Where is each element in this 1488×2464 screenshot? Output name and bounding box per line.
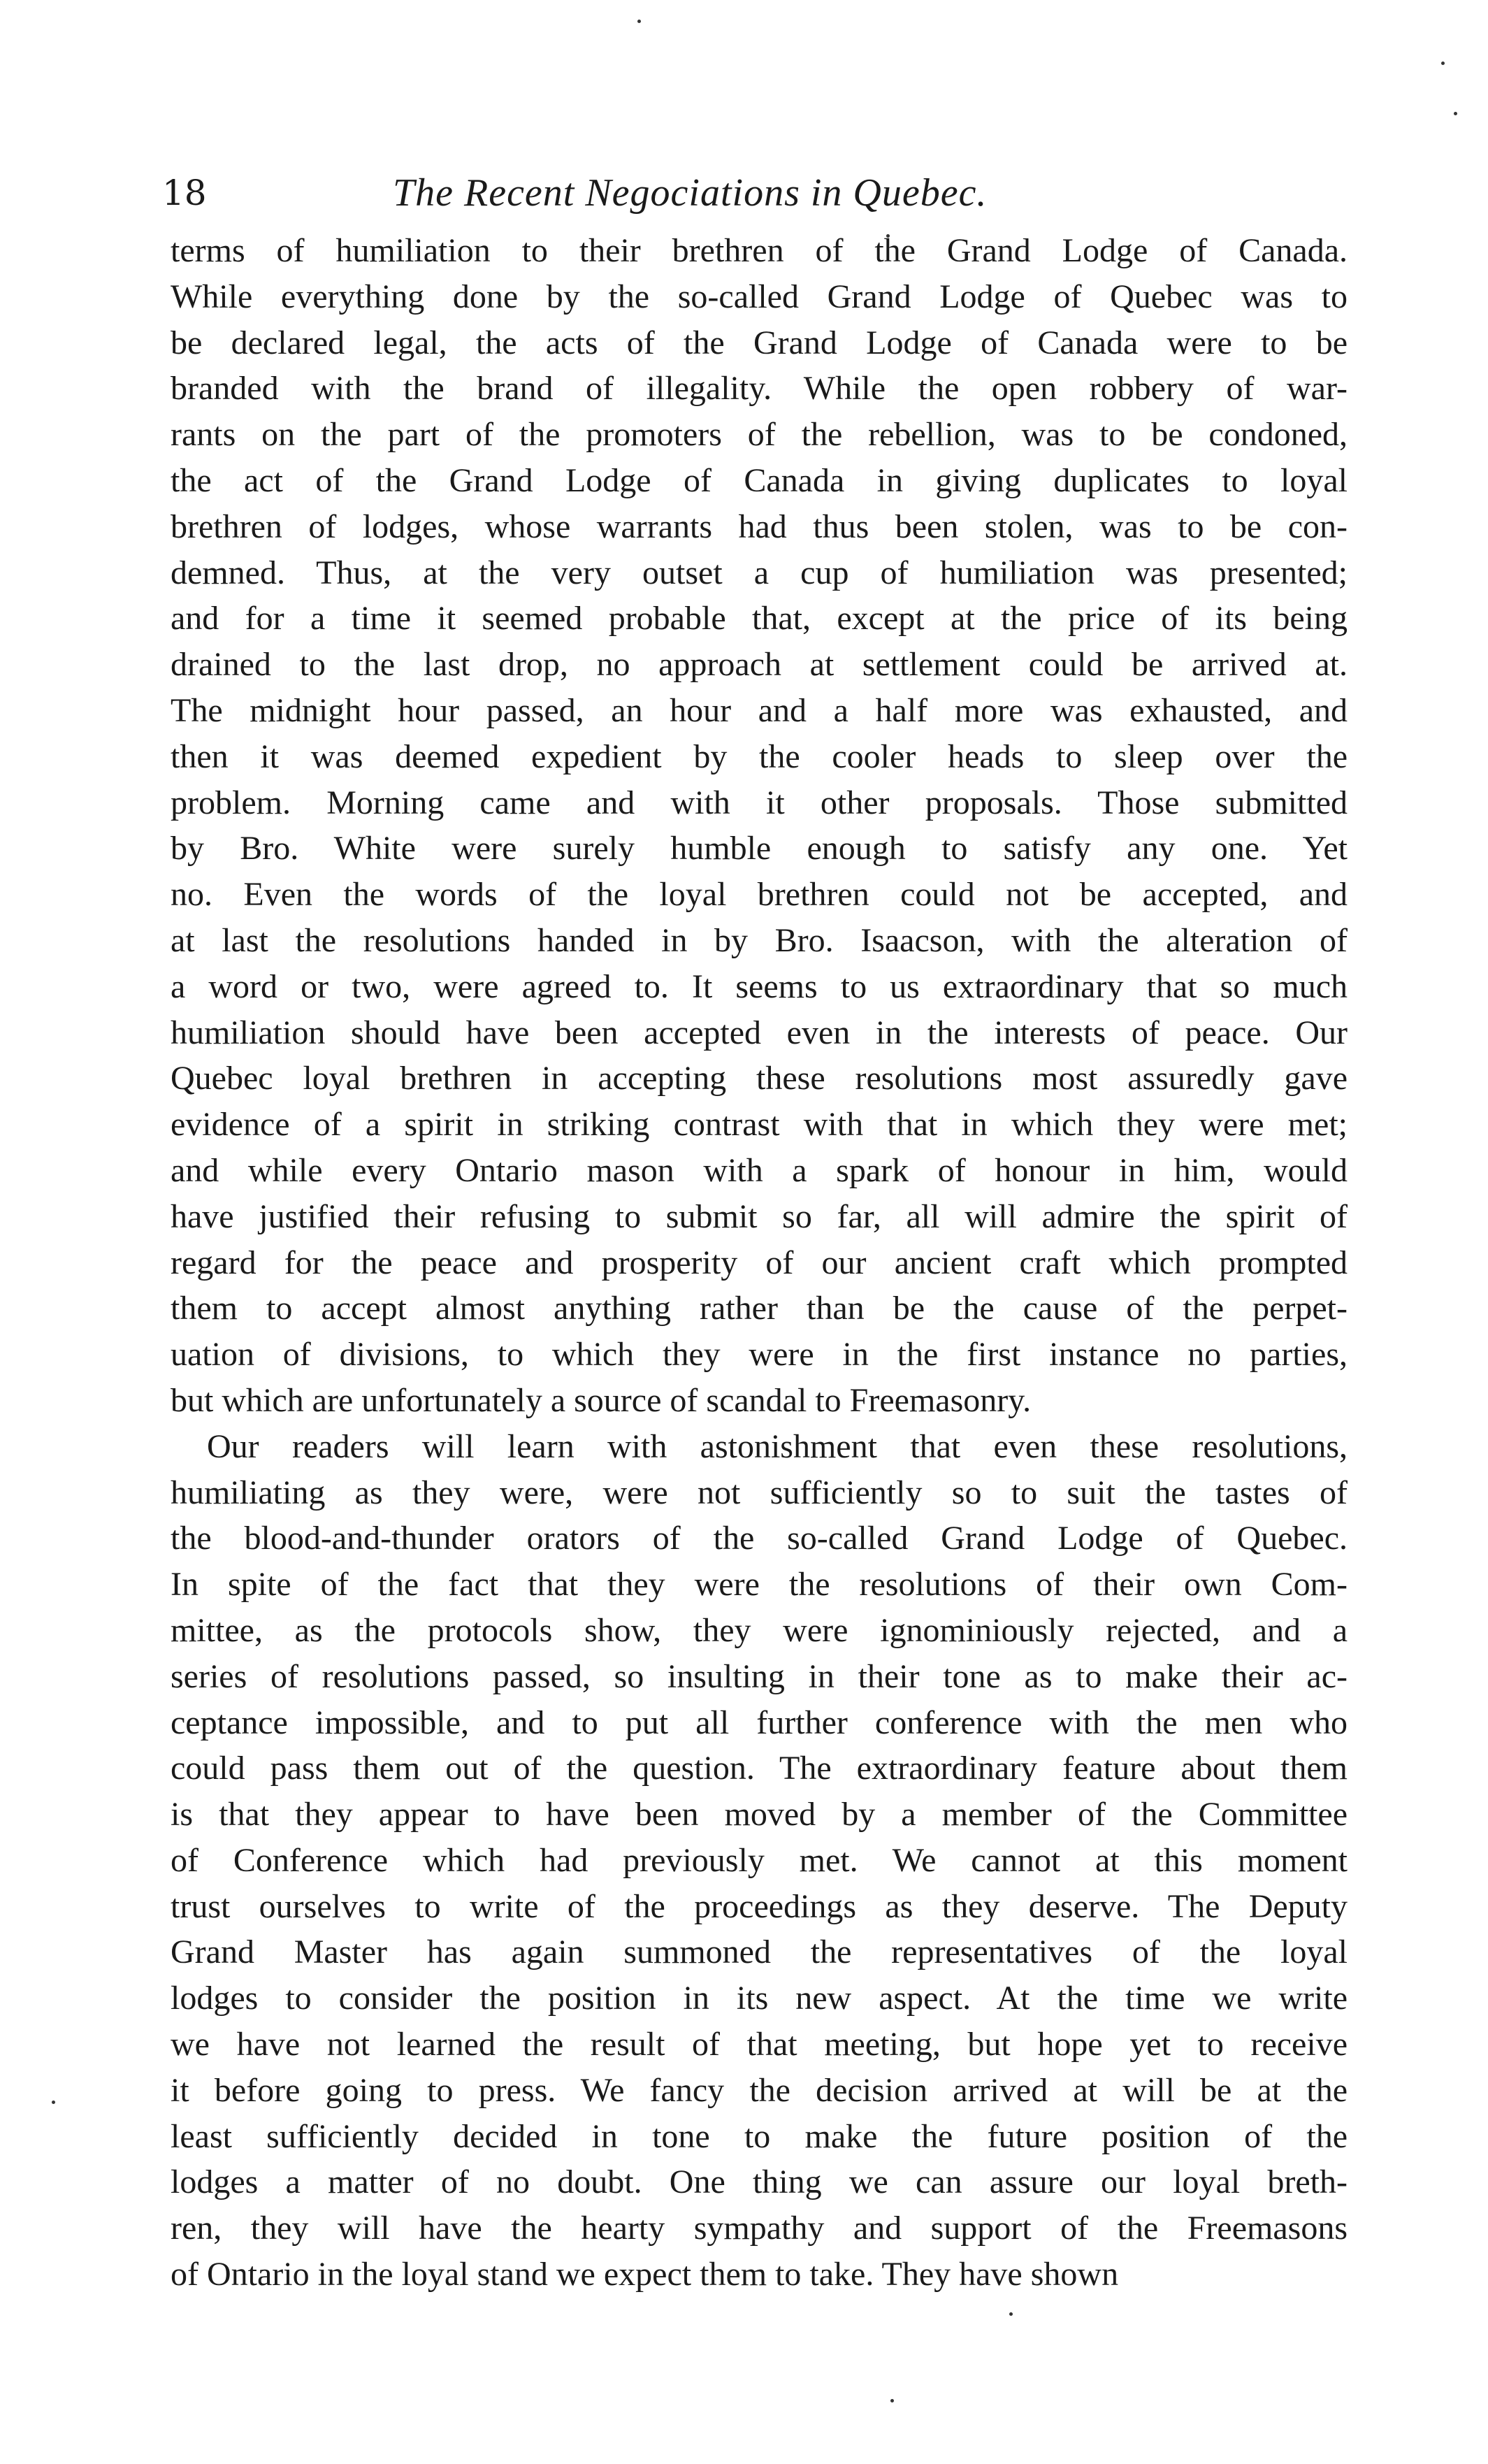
text-line: regard for the peace and prosperity of our ancient craft which prompted: [171, 1244, 1348, 1281]
page-number: 18: [162, 173, 207, 213]
text-line: lodges a matter of no doubt. One thing we can assure our loyal breth-: [171, 2163, 1348, 2201]
page-header: [162, 165, 1350, 221]
text-line: no. Even the words of the loyal brethren could not be accepted, and: [171, 876, 1348, 914]
text-line: lodges to consider the position in its new aspect. At the time we write: [171, 1980, 1348, 2017]
text-line: rants on the part of the promoters of the rebellion, was to be condoned,: [171, 416, 1348, 454]
paper-speck: [890, 2399, 894, 2402]
text-line: and for a time it seemed probable that, except at the price of its being: [171, 600, 1348, 637]
text-line: uation of divisions, to which they were in the first instance no parties,: [171, 1336, 1348, 1374]
text-line: In spite of the fact that they were the resolutions of their own Com-: [171, 1566, 1348, 1604]
text-line: Our readers will learn with astonishment that even these resolutions,: [207, 1427, 1348, 1465]
text-line: humiliation should have been accepted even in the interests of peace. Our: [171, 1014, 1348, 1051]
paragraph: [171, 1424, 1348, 2298]
text-line: drained to the last drop, no approach at settlement could be arrived at.: [171, 646, 1348, 684]
paper-speck: [1009, 2312, 1013, 2316]
text-line: of Conference which had previously met. We cannot at this moment: [171, 1841, 1348, 1879]
body-text: [171, 228, 1348, 2298]
text-line: the blood-and-thunder orators of the so-called Grand Lodge of Quebec.: [171, 1520, 1348, 1557]
text-line: mittee, as the protocols show, they were ignominiously rejected, and a: [171, 1611, 1348, 1649]
paragraph: [171, 228, 1348, 1424]
text-line: brethren of lodges, whose warrants had thus been stolen, was to be con-: [171, 507, 1348, 545]
text-line: it before going to press. We fancy the decision arrived at will be at the: [171, 2071, 1348, 2109]
text-line: them to accept almost anything rather than be the cause of the perpet-: [171, 1290, 1348, 1327]
text-line: is that they appear to have been moved by a member of the Committee: [171, 1796, 1348, 1833]
paper-speck: [1454, 112, 1457, 115]
paper-speck: [1441, 62, 1445, 65]
text-line: but which are unfortunately a source of scandal to Freemasonry.: [171, 1381, 1032, 1419]
text-line: evidence of a spirit in striking contrast with that in which they were met;: [171, 1106, 1348, 1144]
text-line: While everything done by the so-called Grand Lodge of Quebec was to: [171, 278, 1348, 315]
text-line: and while every Ontario mason with a spark of honour in him, would: [171, 1151, 1348, 1189]
text-line: of Ontario in the loyal stand we expect them to take. They have shown: [171, 2256, 1119, 2293]
text-line: we have not learned the result of that meeting, but hope yet to receive: [171, 2026, 1348, 2063]
text-line: be declared legal, the acts of the Grand Lodge of Canada were to be: [171, 324, 1348, 361]
text-line: branded with the brand of illegality. While the open robbery of war-: [171, 370, 1348, 408]
text-line: by Bro. White were surely humble enough to satisfy any one. Yet: [171, 830, 1348, 867]
text-line: terms of humiliation to their brethren of the Grand Lodge of Canada.: [171, 232, 1348, 269]
text-line: problem. Morning came and with it other proposals. Those submitted: [171, 784, 1348, 821]
text-line: least sufficiently decided in tone to make the future position of the: [171, 2117, 1348, 2155]
text-line: series of resolutions passed, so insulting in their tone as to make their ac-: [171, 1657, 1348, 1695]
paper-speck: [52, 2101, 55, 2104]
text-line: demned. Thus, at the very outset a cup of humiliation was presented;: [171, 554, 1348, 591]
text-line: Quebec loyal brethren in accepting these resolutions most assuredly gave: [171, 1060, 1348, 1097]
text-line: have justified their refusing to submit so far, all will admire the spirit of: [171, 1197, 1348, 1235]
text-line: ceptance impossible, and to put all further conference with the men who: [171, 1703, 1348, 1741]
text-line: trust ourselves to write of the proceedings as they deserve. The Deputy: [171, 1887, 1348, 1925]
text-line: at last the resolutions handed in by Bro. Isaacson, with the alteration of: [171, 921, 1348, 959]
paper-speck: [637, 20, 641, 23]
text-line: then it was deemed expedient by the cooler heads to sleep over the: [171, 737, 1348, 775]
text-line: the act of the Grand Lodge of Canada in giving duplicates to loyal: [171, 461, 1348, 499]
text-line: ren, they will have the hearty sympathy and support of the Freemasons: [171, 2210, 1348, 2247]
text-line: could pass them out of the question. The extraordinary feature about them: [171, 1750, 1348, 1787]
text-line: a word or two, were agreed to. It seems to us extraordinary that so much: [171, 967, 1348, 1005]
text-line: The midnight hour passed, an hour and a half more was exhausted, and: [171, 691, 1348, 729]
text-line: Grand Master has again summoned the representatives of the loyal: [171, 1933, 1348, 1971]
text-line: humiliating as they were, were not sufficiently so to suit the tastes of: [171, 1474, 1348, 1511]
running-title: The Recent Negociations in Quebec.: [393, 171, 988, 215]
